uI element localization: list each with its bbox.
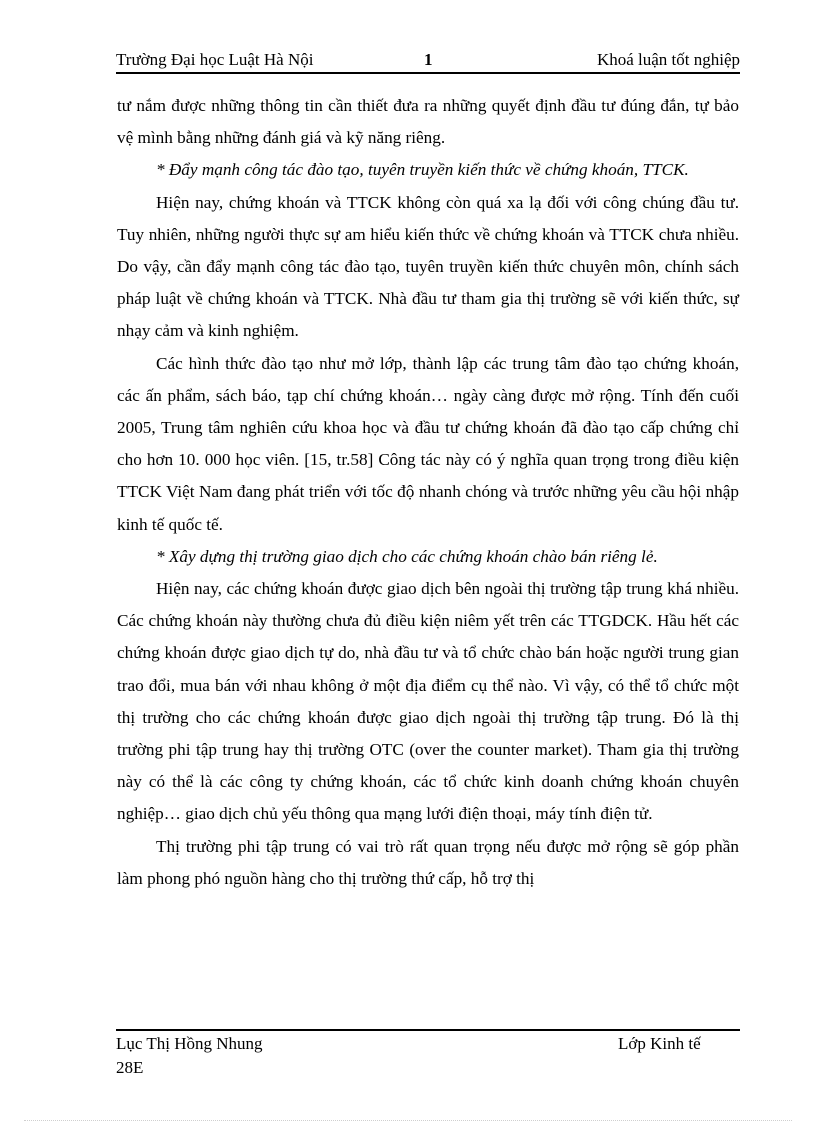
paragraph: Thị trường phi tập trung có vai trò rất quan trọng nếu được mở rộng sẽ góp phần làm phong phó nguồn hàng cho thị trường thứ cấp, hỗ trợ thị — [117, 836, 739, 888]
header-divider — [116, 72, 740, 74]
page-number: 1 — [424, 50, 433, 69]
footer-divider — [116, 1029, 740, 1031]
section-heading-training: * Đẩy mạnh công tác đào tạo, tuyên truyền kiến thức về chứng khoán, TTCK. — [156, 160, 689, 180]
section-heading-otc-market: * Xây dựng thị trường giao dịch cho các chứng khoán chào bán riêng lẻ. — [156, 546, 658, 566]
school-name: Trường Đại học Luật Hà Nội — [116, 50, 314, 69]
paragraph-continuation: tư nắm được những thông tin cần thiết đưa ra những quyết định đầu tư đúng đắn, tự bảo vệ mình bằng những đánh giá và kỹ năng riêng. — [117, 96, 739, 148]
page-header — [116, 48, 740, 72]
page-bottom-border — [24, 1120, 792, 1121]
paragraph: Hiện nay, chứng khoán và TTCK không còn quá xa lạ đối với công chúng đầu tư. Tuy nhiên, những người thực sự am hiểu kiến thức về chứng khoán và TTCK chưa nhiều. Do vậy, cần đẩy mạnh công tác đào tạo, tuyên truyền kiến thức chuyên môn, chính sách pháp luật về chứng khoán và TTCK. Nhà đầu tư tham gia thị trường sẽ với kiến thức, sự nhạy cảm và kinh nghiệm. — [117, 192, 739, 341]
thesis-label: Khoá luận tốt nghiệp — [596, 50, 740, 69]
paragraph: Hiện nay, các chứng khoán được giao dịch bên ngoài thị trường tập trung khá nhiều. Các chứng khoán này thường chưa đủ điều kiện niêm yết trên các TTGDCK. Hầu hết các chứng khoán được giao dịch tự do, nhà đầu tư và tổ chức chào bán hoặc người trung gian trao đổi, mua bán với nhau không ở một địa điểm cụ thể nào. Vì vậy, có thể tổ chức một thị trường cho các chứng khoán được giao dịch ngoài thị trường tập trung. Đó là thị trường phi tập trung hay thị trường OTC (over the counter market). Tham gia thị trường này có thể là các công ty chứng khoán, các tổ chức kinh doanh chứng khoán chuyên nghiệp… giao dịch chủ yếu thông qua mạng lưới điện thoại, máy tính điện tử. — [117, 579, 739, 824]
class-code: 28E — [116, 1058, 144, 1077]
class-label: Lớp Kinh tế — [618, 1034, 701, 1053]
paragraph: Các hình thức đào tạo như mở lớp, thành lập các trung tâm đào tạo chứng khoán, các ấn phẩm, sách báo, tạp chí chứng khoán… ngày càng được mở rộng. Tính đến cuối 2005, Trung tâm nghiên cứu khoa học và đầu tư chứng khoán đã đào tạo cấp chứng chỉ cho hơn 10. 000 học viên. [15, tr.58] Công tác này có ý nghĩa quan trọng trong điều kiện TTCK Việt Nam đang phát triển với tốc độ nhanh chóng và trước những yêu cầu hội nhập kinh tế quốc tế. — [117, 353, 739, 534]
document-body — [117, 90, 739, 895]
author-name: Lục Thị Hồng Nhung — [116, 1034, 263, 1053]
